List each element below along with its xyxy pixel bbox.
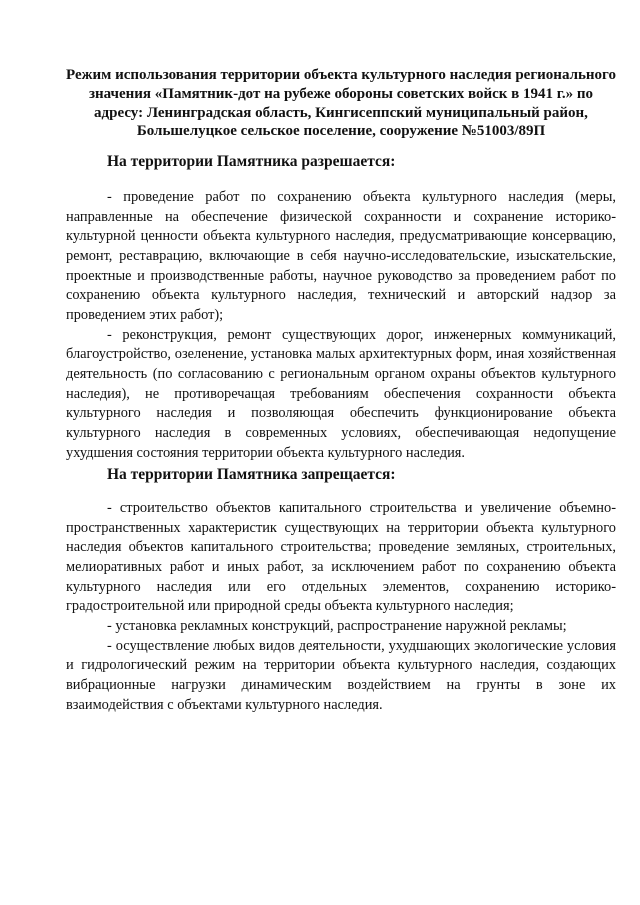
- prohibited-item-2: - установка рекламных конструкций, распространение наружной рекламы;: [107, 617, 567, 634]
- prohibited-item-1: - строительство объектов капитального строительства и увеличение объемно-пространственных характеристик существующих на территории объекта культурного наследия объектов капитального строительства; проведение земляных, строительных, мелиоративных работ и иных работ, за исключением работ по сохранению объекта культурного наследия или его отдельных элементов, сохранению историко-градостроительной или природной среды объекта культурного наследия;: [66, 500, 616, 615]
- prohibited-heading: На территории Памятника запрещается:: [107, 466, 396, 483]
- permitted-heading: На территории Памятника разрешается:: [107, 153, 396, 170]
- permitted-item-2: - реконструкция, ремонт существующих дорог, инженерных коммуникаций, благоустройство, озеленение, установка малых архитектурных форм, иная хозяйственная деятельность (по согласованию с региональным органом охраны объектов культурного наследия), не противоречащая требованиям обеспечения сохранности объекта культурного наследия и позволяющая обеспечить функционирование объекта культурного наследия в современных условиях, обеспечивающая недопущение ухудшения состояния территории объекта культурного наследия.: [66, 326, 616, 461]
- permitted-list: [66, 188, 616, 463]
- permitted-item-1: - проведение работ по сохранению объекта культурного наследия (меры, направленные на обеспечение физической сохранности и сохранение историко-культурной ценности объекта культурного наследия, предусматривающие консервацию, ремонт, реставрацию, включающие в себя научно-исследовательские, изыскательские, проектные и производственные работы, научное руководство за проведением работ по сохранению объекта культурного наследия, технический и авторский надзор за проведением этих работ);: [66, 189, 616, 323]
- prohibited-list: [66, 499, 616, 715]
- document-title: Режим использования территории объекта культурного наследия регионального значения «Памятник-дот на рубеже обороны советских войск в 1941 г.» по адресу: Ленинградская область, Кингисеппский муниципальный район, Большелуцкое сельское поселение, сооружение №51003/89П: [66, 67, 616, 140]
- prohibited-item-3: - осуществление любых видов деятельности, ухудшающих экологические условия и гидрологический режим на территории объекта культурного наследия, создающих вибрационные нагрузки динамическим воздействием на грунты в зоне их взаимодействия с объектами культурного наследия.: [66, 637, 616, 713]
